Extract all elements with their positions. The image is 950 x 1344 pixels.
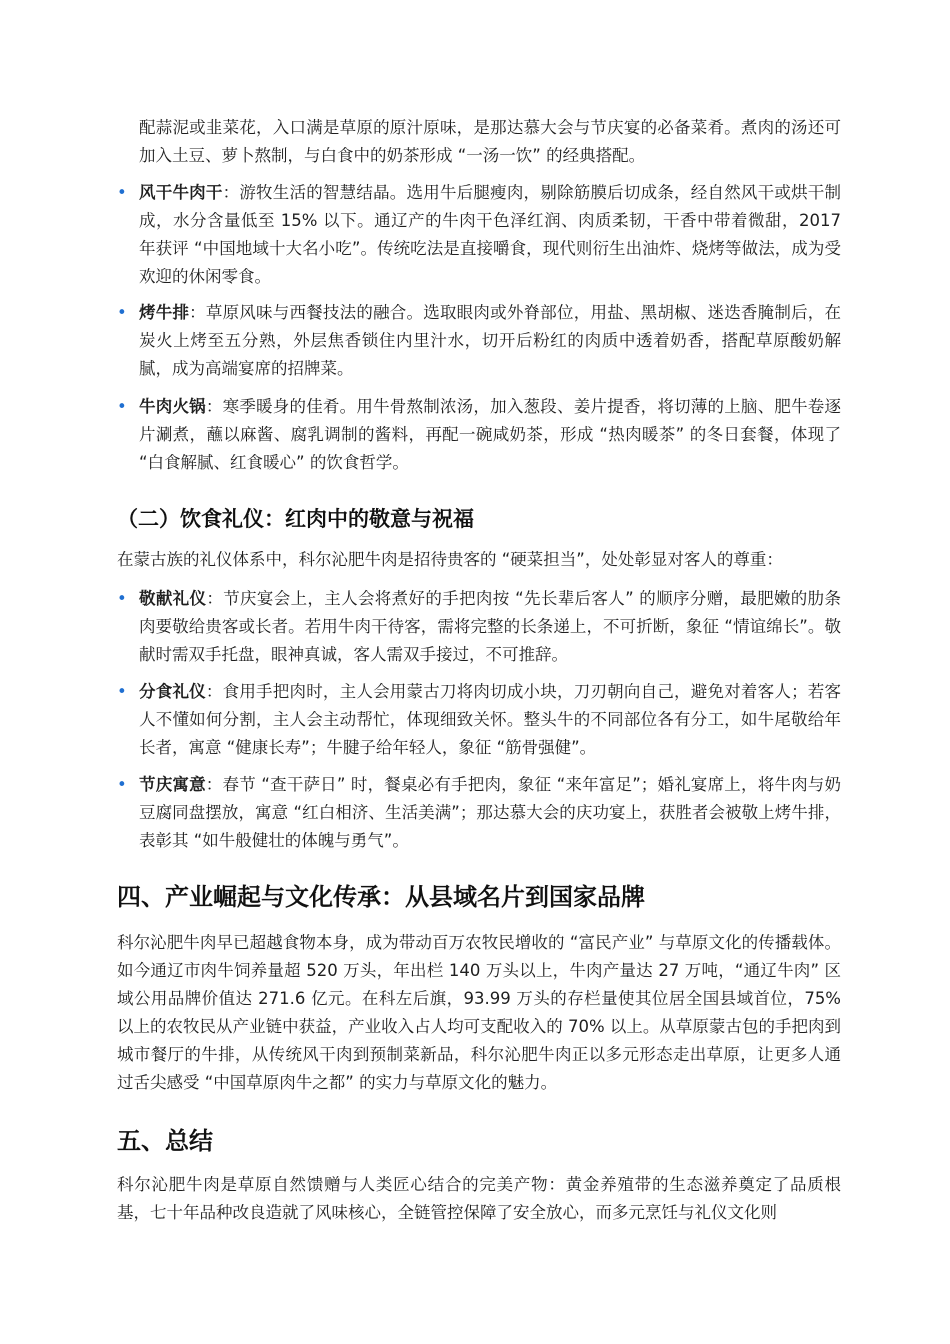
industry-paragraph: 科尔沁肥牛肉早已超越食物本身，成为带动百万农牧民增收的 “富民产业” 与草原文化的传播载体。如今通辽市肉牛饲养量超 520 万头，年出栏 140 万头以上，牛肉产量达 27 万吨，“通辽牛肉” 区域公用品牌价值达 271.6 亿元。在科左后旗，93.99 万头的存栏量使其位居全国县域首位，75% 以上的农牧民从产业链中获益，产业收入占人均可支配收入的 70% 以上。从草原蒙古包的手把肉到城市餐厅的牛排，从传统风干肉到预制菜新品，科尔沁肥牛肉正以多元形态走出草原，让更多人通过舌尖感受 “中国草原肉牛之都” 的实力与草原文化的魅力。 (117, 933, 841, 1092)
list-item-etiquette (117, 678, 841, 762)
bullet-icon: • (117, 775, 127, 794)
dish-text: ：寒季暖身的佳肴。用牛骨熬制浓汤，加入葱段、姜片提香，将切薄的上脑、肥牛卷逐片涮煮，蘸以麻酱、腐乳调制的酱料，再配一碗咸奶茶，形成 “热肉暖茶” 的冬日套餐，体现了 “白食解腻、红食暖心” 的饮食哲学。 (139, 397, 842, 472)
list-item-dish (117, 179, 841, 291)
section-heading-etiquette: （二）饮食礼仪：红肉中的敬意与祝福 (117, 507, 474, 531)
list-item-etiquette (117, 585, 841, 669)
section-heading-summary: 五、总结 (117, 1127, 213, 1155)
etiquette-term: 节庆寓意 (139, 775, 206, 794)
summary-paragraph: 科尔沁肥牛肉是草原自然馈赠与人类匠心结合的完美产物：黄金养殖带的生态滋养奠定了品质根基，七十年品种改良造就了风味核心，全链管控保障了安全放心，而多元烹饪与礼仪文化则 (117, 1175, 841, 1222)
bullet-icon: • (117, 183, 127, 202)
dish-term: 烤牛排 (139, 303, 190, 322)
section-heading-industry: 四、产业崛起与文化传承：从县域名片到国家品牌 (117, 883, 645, 911)
etiquette-intro: 在蒙古族的礼仪体系中，科尔沁肥牛肉是招待贵客的 “硬菜担当”，处处彰显对客人的尊重： (117, 550, 783, 569)
bullet-icon: • (117, 303, 127, 322)
continuation-paragraph: 配蒜泥或韭菜花，入口满是草原的原汁原味，是那达慕大会与节庆宴的必备菜肴。煮肉的汤还可加入土豆、萝卜熬制，与白食中的奶茶形成 “一汤一饮” 的经典搭配。 (139, 118, 841, 165)
list-item-dish (117, 393, 841, 477)
bullet-icon: • (117, 589, 127, 608)
etiquette-term: 分食礼仪 (139, 682, 206, 701)
bullet-icon: • (117, 397, 127, 416)
etiquette-text: ：节庆宴会上，主人会将煮好的手把肉按 “先长辈后客人” 的顺序分赠，最肥嫩的肋条肉要敬给贵客或长者。若用牛肉干待客，需将完整的长条递上，不可折断，象征 “情谊绵长”。敬献时需双手托盘，眼神真诚，客人需双手接过，不可推辞。 (139, 589, 841, 664)
dish-text: ：草原风味与西餐技法的融合。选取眼肉或外脊部位，用盐、黑胡椒、迷迭香腌制后，在炭火上烤至五分熟，外层焦香锁住内里汁水，切开后粉红的肉质中透着奶香，搭配草原酸奶解腻，成为高端宴席的招牌菜。 (139, 303, 842, 378)
etiquette-text: ：春节 “查干萨日” 时，餐桌必有手把肉，象征 “来年富足”；婚礼宴席上，将牛肉与奶豆腐同盘摆放，寓意 “红白相济、生活美满”；那达慕大会的庆功宴上，获胜者会被敬上烤牛排，表彰其 “如牛般健壮的体魄与勇气”。 (139, 775, 841, 850)
dish-term: 牛肉火锅 (139, 397, 206, 416)
dish-term: 风干牛肉干 (139, 183, 223, 202)
etiquette-term: 敬献礼仪 (139, 589, 207, 608)
list-item-dish (117, 299, 841, 383)
dish-text: ：游牧生活的智慧结晶。选用牛后腿瘦肉，剔除筋膜后切成条，经自然风干或烘干制成，水分含量低至 15% 以下。通辽产的牛肉干色泽红润、肉质柔韧，干香中带着微甜，2017 年获评 “中国地域十大名小吃”。传统吃法是直接嚼食，现代则衍生出油炸、烧烤等做法，成为受欢迎的休闲零食。 (139, 183, 842, 286)
bullet-icon: • (117, 682, 127, 701)
list-item-etiquette (117, 771, 841, 855)
etiquette-text: ：食用手把肉时，主人会用蒙古刀将肉切成小块，刀刃朝向自己，避免对着客人；若客人不懂如何分割，主人会主动帮忙，体现细致关怀。整头牛的不同部位各有分工，如牛尾敬给年长者，寓意 “健康长寿”；牛腱子给年轻人，象征 “筋骨强健”。 (139, 682, 842, 757)
